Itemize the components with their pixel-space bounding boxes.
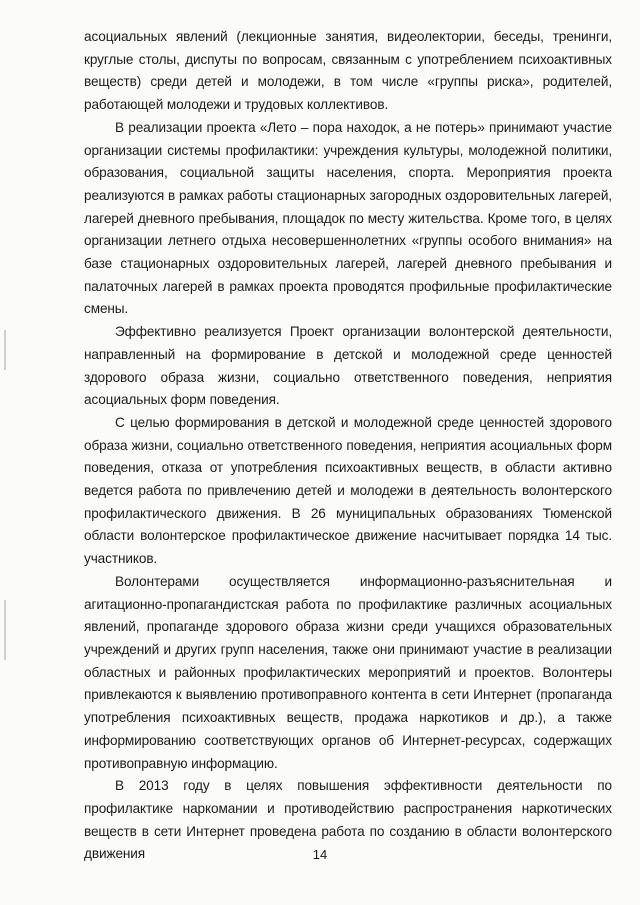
paragraph-volunteer-activities: Волонтерами осуществляется информационно-разъяснительная и агитационно-пропагандистская работа по профилактике различных асоциальных явлений, пропаганде здорового образа жизни среди учащихся образовательных учреждений и других групп населения, также они принимают участие в реализации областных и районных профилактических мероприятий и проектов. Волонтеры привлекаются к выявлению противоправного контента в сети Интернет (пропаганда употребления психоактивных веществ, продажа наркотиков и др.), а также информированию соответствующих органов об Интернет-ресурсах, содержащих противоправную информацию. xyxy=(84,573,612,771)
paragraph-continuation: асоциальных явлений (лекционные занятия, видеолектории, беседы, тренинги, круглые столы, диспуты по вопросам, связанным с употреблением психоактивных веществ) среди детей и молодежи, в том числе «группы риска», родителей, работающей молодежи и трудовых коллективов. xyxy=(84,29,612,113)
scan-margin-mark xyxy=(4,600,6,660)
document-body xyxy=(84,26,612,866)
paragraph-summer-project: В реализации проекта «Лето – пора находок, а не потерь» принимают участие организации системы профилактики: учреждения культуры, молодежной политики, образования, социальной защиты населения, спорта. Мероприятия проекта реализуются в рамках работы стационарных загородных оздоровительных лагерей, лагерей дневного пребывания, площадок по месту жительства. Кроме того, в целях организации летнего отдыха несовершеннолетних «группы особого внимания» на базе стационарных оздоровительных лагерей, лагерей дневного пребывания и палаточных лагерей в рамках проекта проводятся профильные профилактические смены. xyxy=(84,119,612,317)
paragraph-volunteer-movement: С целью формирования в детской и молодежной среде ценностей здорового образа жизни, социально ответственного поведения, неприятия асоциальных форм поведения, отказа от употребления психоактивных веществ, в области активно ведется работа по привлечению детей и молодежи в деятельность волонтерского профилактического движения. В 26 муниципальных образованиях Тюменской области волонтерское профилактическое движение насчитывает порядка 14 тыс. участников. xyxy=(84,414,612,567)
paragraph-2013: В 2013 году в целях повышения эффективности деятельности по профилактике наркомании и противодействию распространения наркотических веществ в сети Интернет проведена работа по созданию в области волонтерского движения xyxy=(84,778,612,862)
page-number: 14 xyxy=(312,847,328,862)
scan-margin-mark xyxy=(4,330,6,370)
paragraph-volunteer-project: Эффективно реализуется Проект организации волонтерской деятельности, направленный на формирование в детской и молодежной среде ценностей здорового образа жизни, социально ответственного поведения, неприятия асоциальных форм поведения. xyxy=(84,324,612,408)
